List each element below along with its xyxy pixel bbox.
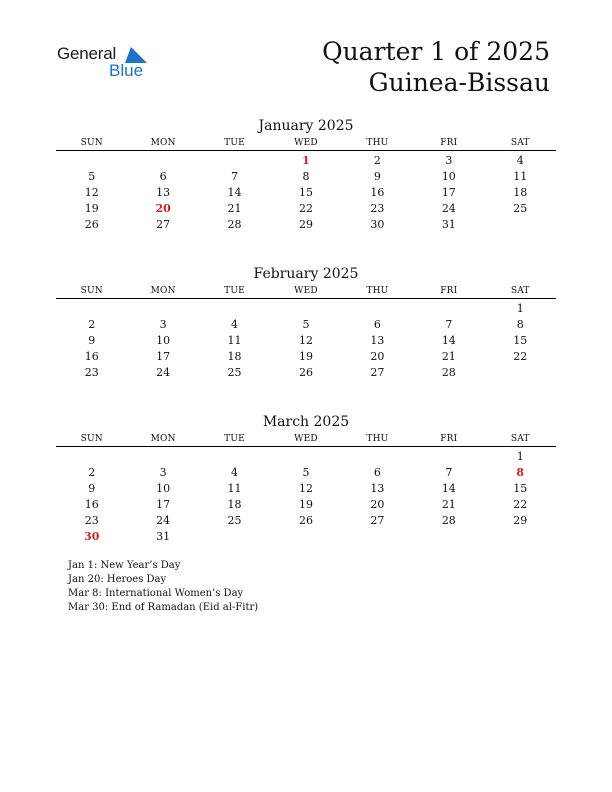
week-row [56,481,556,497]
title-quarter: Quarter 1 of 2025 [322,37,550,66]
week-rows [56,301,556,381]
day-cell: 5 [302,466,310,479]
day-cell [485,365,556,381]
month-title: March 2025 [262,414,350,430]
day-cell: 28 [441,366,456,379]
day-cell: 6 [373,318,381,331]
day-cell: 13 [156,186,171,199]
week-rows [56,153,556,233]
day-cell: 12 [298,334,313,347]
day-cell [127,301,198,317]
title-country: Guinea-Bissau [368,68,550,97]
day-cell: 29 [513,514,528,527]
day-cell: 7 [231,170,239,183]
day-cell: 11 [227,334,242,347]
day-cell: 13 [370,482,385,495]
day-cell: 8 [516,318,524,331]
week-row [56,449,556,465]
day-cell: 5 [88,170,96,183]
day-cell: 18 [227,350,242,363]
day-cell [127,153,198,169]
day-cell: 10 [441,170,456,183]
holiday-note: Mar 8: International Women’s Day [68,588,244,599]
weekday-label: TUE [224,138,245,148]
day-cell: 2 [373,154,381,167]
day-cell: 7 [445,466,453,479]
day-cell [199,449,270,465]
holiday-note: Jan 1: New Year’s Day [68,560,181,571]
day-cell: 4 [231,318,239,331]
day-cell: 4 [231,466,239,479]
week-row [56,153,556,169]
holiday-day-cell: 20 [155,202,171,215]
weekday-label: FRI [440,138,458,148]
day-cell: 22 [513,498,528,511]
month-january [56,116,556,233]
day-cell [199,529,270,545]
holiday-day-cell: 8 [516,466,525,479]
weekday-label: MON [150,138,176,148]
day-cell [127,449,198,465]
day-cell: 30 [370,218,385,231]
holiday-note: Mar 30: End of Ramadan (Eid al-Fitr) [68,602,259,613]
day-cell: 12 [84,186,99,199]
weekday-header [56,432,556,447]
day-cell [413,301,484,317]
day-cell: 4 [516,154,524,167]
day-cell: 31 [156,530,171,543]
day-cell: 26 [84,218,99,231]
day-cell: 23 [84,366,99,379]
holiday-notes [68,559,258,615]
week-row [56,365,556,381]
day-cell: 16 [84,498,99,511]
day-cell: 21 [441,350,456,363]
logo [57,44,157,80]
week-row [56,201,556,217]
day-cell: 8 [302,170,310,183]
day-cell [485,217,556,233]
day-cell: 17 [156,350,171,363]
day-cell [342,301,413,317]
logo-text-general: General [57,44,117,63]
day-cell: 19 [84,202,99,215]
day-cell [56,153,127,169]
day-cell: 27 [370,514,385,527]
day-cell: 9 [88,482,96,495]
weekday-label: TUE [224,286,245,296]
day-cell: 11 [227,482,242,495]
week-row [56,301,556,317]
week-row [56,465,556,481]
month-march [56,412,556,545]
day-cell: 23 [84,514,99,527]
weekday-label: SAT [510,138,530,148]
day-cell: 3 [159,466,167,479]
weekday-label: FRI [440,434,458,444]
month-february [56,264,556,381]
day-cell: 15 [513,482,528,495]
day-cell: 17 [441,186,456,199]
day-cell: 14 [227,186,242,199]
day-cell: 14 [441,334,456,347]
day-cell: 3 [445,154,453,167]
month-title: February 2025 [253,266,359,282]
day-cell: 20 [370,498,385,511]
logo-text-blue: Blue [109,61,144,80]
weekday-label: MON [150,434,176,444]
day-cell: 27 [156,218,171,231]
day-cell: 18 [513,186,528,199]
weekday-label: WED [294,434,318,444]
day-cell: 22 [298,202,313,215]
day-cell [485,529,556,545]
weekday-label: SAT [510,286,530,296]
weekday-header [56,284,556,299]
day-cell: 21 [227,202,242,215]
week-row [56,513,556,529]
day-cell: 7 [445,318,453,331]
day-cell: 16 [84,350,99,363]
day-cell: 17 [156,498,171,511]
weekday-label: MON [150,286,176,296]
holiday-day-cell: 30 [84,530,100,543]
day-cell: 6 [159,170,167,183]
day-cell: 2 [88,318,96,331]
day-cell: 25 [227,514,242,527]
day-cell [413,529,484,545]
day-cell: 19 [298,498,313,511]
day-cell: 10 [156,482,171,495]
day-cell: 18 [227,498,242,511]
week-row [56,217,556,233]
day-cell: 27 [370,366,385,379]
page-title [322,36,550,98]
month-title: January 2025 [258,118,354,134]
day-cell: 6 [373,466,381,479]
day-cell: 29 [298,218,313,231]
day-cell: 23 [370,202,385,215]
day-cell: 15 [513,334,528,347]
day-cell: 5 [302,318,310,331]
weekday-label: SUN [80,286,103,296]
day-cell: 12 [298,482,313,495]
day-cell: 15 [298,186,313,199]
day-cell: 26 [298,514,313,527]
week-row [56,529,556,545]
day-cell: 11 [513,170,528,183]
day-cell [56,449,127,465]
week-row [56,497,556,513]
weekday-label: TUE [224,434,245,444]
day-cell: 10 [156,334,171,347]
day-cell: 1 [516,450,524,463]
week-rows [56,449,556,545]
day-cell [270,301,341,317]
day-cell [342,529,413,545]
day-cell: 24 [156,366,171,379]
weekday-label: SUN [80,138,103,148]
weekday-label: FRI [440,286,458,296]
week-row [56,317,556,333]
day-cell: 9 [88,334,96,347]
day-cell [270,529,341,545]
day-cell: 3 [159,318,167,331]
day-cell: 26 [298,366,313,379]
day-cell: 31 [441,218,456,231]
weekday-label: THU [366,286,389,296]
week-row [56,349,556,365]
week-row [56,333,556,349]
day-cell [199,153,270,169]
day-cell: 9 [373,170,381,183]
holiday-note: Jan 20: Heroes Day [68,574,167,585]
day-cell: 1 [516,302,524,315]
day-cell: 22 [513,350,528,363]
day-cell [270,449,341,465]
day-cell [199,301,270,317]
weekday-label: SAT [510,434,530,444]
day-cell: 24 [156,514,171,527]
day-cell: 28 [441,514,456,527]
day-cell: 21 [441,498,456,511]
weekday-label: WED [294,138,318,148]
weekday-label: THU [366,434,389,444]
day-cell: 19 [298,350,313,363]
day-cell: 16 [370,186,385,199]
day-cell: 25 [227,366,242,379]
day-cell [413,449,484,465]
day-cell: 20 [370,350,385,363]
day-cell: 13 [370,334,385,347]
weekday-label: WED [294,286,318,296]
day-cell: 2 [88,466,96,479]
weekday-label: THU [366,138,389,148]
holiday-day-cell: 1 [302,154,310,167]
week-row [56,185,556,201]
day-cell: 28 [227,218,242,231]
day-cell [342,449,413,465]
day-cell: 24 [441,202,456,215]
week-row [56,169,556,185]
weekday-header [56,136,556,151]
day-cell: 14 [441,482,456,495]
weekday-label: SUN [80,434,103,444]
day-cell [56,301,127,317]
day-cell: 25 [513,202,528,215]
